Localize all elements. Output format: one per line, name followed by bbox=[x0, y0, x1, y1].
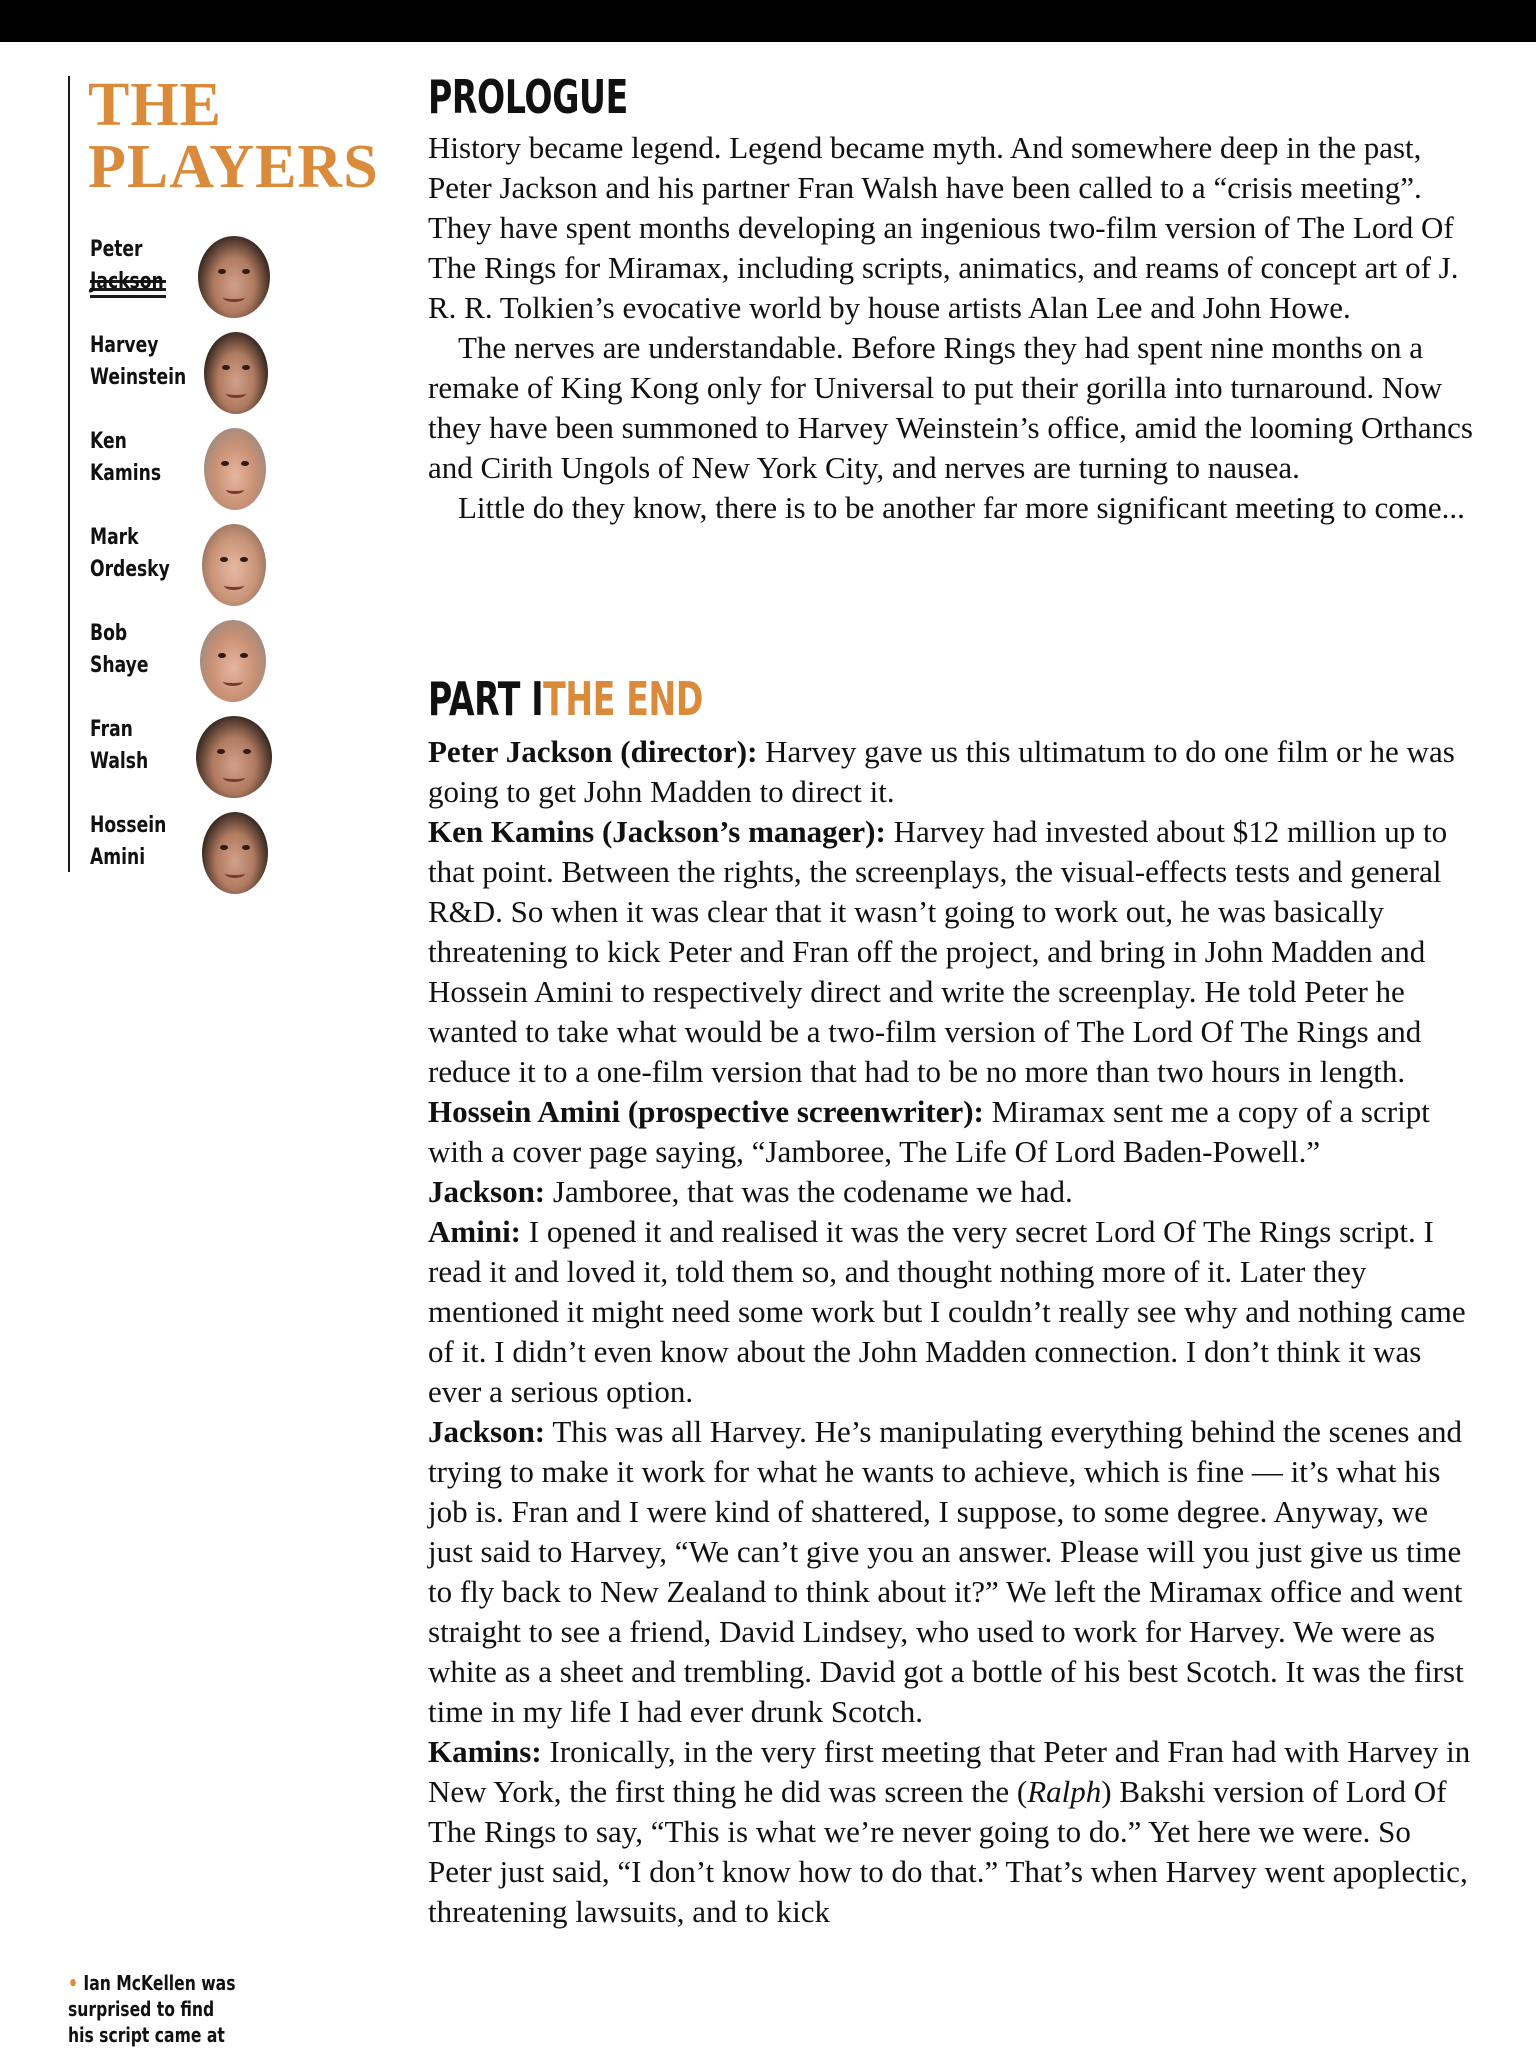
player-headshot bbox=[198, 236, 270, 318]
player-harvey-weinstein bbox=[90, 330, 330, 410]
speaker-label: Ken Kamins (Jackson’s manager): bbox=[428, 814, 886, 849]
player-name bbox=[90, 522, 170, 586]
interview-entry bbox=[428, 1732, 1478, 1932]
player-name bbox=[90, 234, 164, 298]
prologue-heading: PROLOGUE bbox=[428, 70, 628, 124]
entry-text: ) Bakshi version of Lord Of The Rings to say, “This is what we’re never going to do.” Yet here we were. So Peter just said, “I don’t know how to do that.” That’s when Harvey went apoplectic, threatening lawsuits, and to kick bbox=[428, 1774, 1468, 1929]
interview-entry bbox=[428, 1172, 1478, 1212]
player-ken-kamins bbox=[90, 426, 330, 506]
player-last-name: Walsh bbox=[90, 749, 149, 774]
player-name bbox=[90, 810, 167, 874]
entry-text: Harvey gave us this ultimatum to do one film or he was going to get John Madden to direct it. bbox=[428, 734, 1455, 809]
player-peter-jackson bbox=[90, 234, 330, 314]
entry-text: Ironically, in the very first meeting that Peter and Fran had with Harvey in New York, the first thing he did was screen the ( bbox=[428, 1734, 1471, 1809]
part1-heading-accent: THE END bbox=[543, 672, 703, 726]
player-last-name: Jackson bbox=[90, 269, 164, 294]
top-black-bar bbox=[0, 0, 1536, 42]
player-first-name: Mark bbox=[90, 525, 139, 550]
player-last-name: Ordesky bbox=[90, 557, 170, 582]
caption-bullet: • bbox=[68, 1971, 78, 1995]
player-hossein-amini bbox=[90, 810, 330, 890]
player-first-name: Ken bbox=[90, 429, 127, 454]
players-title-line1: THE bbox=[88, 71, 222, 139]
player-headshot bbox=[196, 716, 272, 798]
player-last-name: Kamins bbox=[90, 461, 162, 486]
speaker-label: Jackson: bbox=[428, 1174, 546, 1209]
interview-entry bbox=[428, 1412, 1478, 1732]
player-headshot bbox=[204, 332, 268, 414]
speaker-label: Jackson: bbox=[428, 1414, 546, 1449]
player-last-name: Amini bbox=[90, 845, 146, 870]
player-name bbox=[90, 714, 164, 778]
entry-text: I opened it and realised it was the very secret Lord Of The Rings script. I read it and loved it, told them so, and thought nothing more of it. Later they mentioned it might need some work but I couldn’t really see why and nothing came of it. I didn’t even know about the John Madden connection. I don’t think it was ever a serious option. bbox=[428, 1214, 1466, 1409]
interview-entry bbox=[428, 732, 1478, 812]
entry-text: Harvey had invested about $12 million up to that point. Between the rights, the screenplays, the visual-effects tests and general R&D. So when it was clear that it wasn’t going to work out, he was basically threatening to kick Peter and Fran off the project, and bring in John Madden and Hossein Amini to respectively direct and write the screenplay. He told Peter he wanted to take what would be a two-film version of The Lord Of The Rings and reduce it to a one-film version that had to be no more than two hours in length. bbox=[428, 814, 1448, 1089]
part1-heading bbox=[428, 672, 703, 726]
entry-italic: Ralph bbox=[1027, 1774, 1102, 1809]
article-main bbox=[428, 70, 1478, 1929]
interview-entry bbox=[428, 812, 1478, 1092]
player-first-name: Harvey bbox=[90, 333, 159, 358]
player-headshot bbox=[204, 428, 266, 510]
players-title bbox=[88, 71, 379, 201]
player-name bbox=[90, 426, 164, 490]
prologue-paragraph: History became legend. Legend became myth. And somewhere deep in the past, Peter Jackson and his partner Fran Walsh have been called to a “crisis meeting”. They have spent months developing an ingenious two-film version of The Lord Of The Rings for Miramax, including scripts, animatics, and reams of concept art of J. R. R. Tolkien’s evocative world by house artists Alan Lee and John Howe. bbox=[428, 130, 1459, 325]
player-first-name: Bob bbox=[90, 621, 128, 646]
prologue-body bbox=[428, 128, 1478, 528]
players-title-line2: PLAYERS bbox=[88, 133, 379, 201]
interview-entry bbox=[428, 1092, 1478, 1172]
player-first-name: Fran bbox=[90, 717, 133, 742]
speaker-label: Kamins: bbox=[428, 1734, 542, 1769]
player-last-name: Weinstein bbox=[90, 365, 187, 390]
entry-text: Jamboree, that was the codename we had. bbox=[545, 1174, 1073, 1209]
prologue-paragraph: Little do they know, there is to be another far more significant meeting to come... bbox=[458, 490, 1465, 525]
part1-heading-label: PART I bbox=[428, 672, 544, 726]
speaker-label: Peter Jackson (director): bbox=[428, 734, 758, 769]
entry-text: This was all Harvey. He’s manipulating everything behind the scenes and trying to make it work for what he wants to achieve, which is fine — it’s what his job is. Fran and I were kind of shattered, I suppose, to some degree. Anyway, we just said to Harvey, “We can’t give you an answer. Please will you just give us time to fly back to New Zealand to think about it?” We left the Miramax office and went straight to see a friend, David Lindsey, who used to work for Harvey. We were as white as a sheet and trembling. David got a bottle of his best Scotch. It was the first time in my life I had ever drunk Scotch. bbox=[428, 1414, 1464, 1729]
player-name bbox=[90, 330, 187, 394]
players-sidebar bbox=[68, 71, 379, 872]
entry-text: Miramax sent me a copy of a script with a cover page saying, “Jamboree, The Life Of Lord Baden-Powell.” bbox=[428, 1094, 1430, 1169]
player-last-name: Shaye bbox=[90, 653, 149, 678]
interview-entry bbox=[428, 1212, 1478, 1412]
part1-body bbox=[428, 732, 1478, 1932]
player-headshot bbox=[200, 620, 266, 702]
speaker-label: Amini: bbox=[428, 1214, 521, 1249]
player-headshot bbox=[202, 524, 266, 606]
player-first-name: Hossein bbox=[90, 813, 167, 838]
player-mark-ordesky bbox=[90, 522, 330, 602]
player-headshot bbox=[202, 812, 268, 894]
speaker-label: Hossein Amini (prospective screenwriter): bbox=[428, 1094, 984, 1129]
caption-text: Ian McKellen was surprised to find his script came at bbox=[68, 1971, 236, 2047]
player-first-name: Peter bbox=[90, 237, 143, 262]
prologue-paragraph: The nerves are understandable. Before Rings they had spent nine months on a remake of King Kong only for Universal to put their gorilla into turnaround. Now they have been summoned to Harvey Weinstein’s office, amid the looming Orthancs and Cirith Ungols of New York City, and nerves are turning to nausea. bbox=[428, 330, 1473, 485]
player-name bbox=[90, 618, 164, 682]
photo-caption bbox=[68, 1970, 240, 2048]
player-bob-shaye bbox=[90, 618, 330, 698]
player-fran-walsh bbox=[90, 714, 330, 794]
